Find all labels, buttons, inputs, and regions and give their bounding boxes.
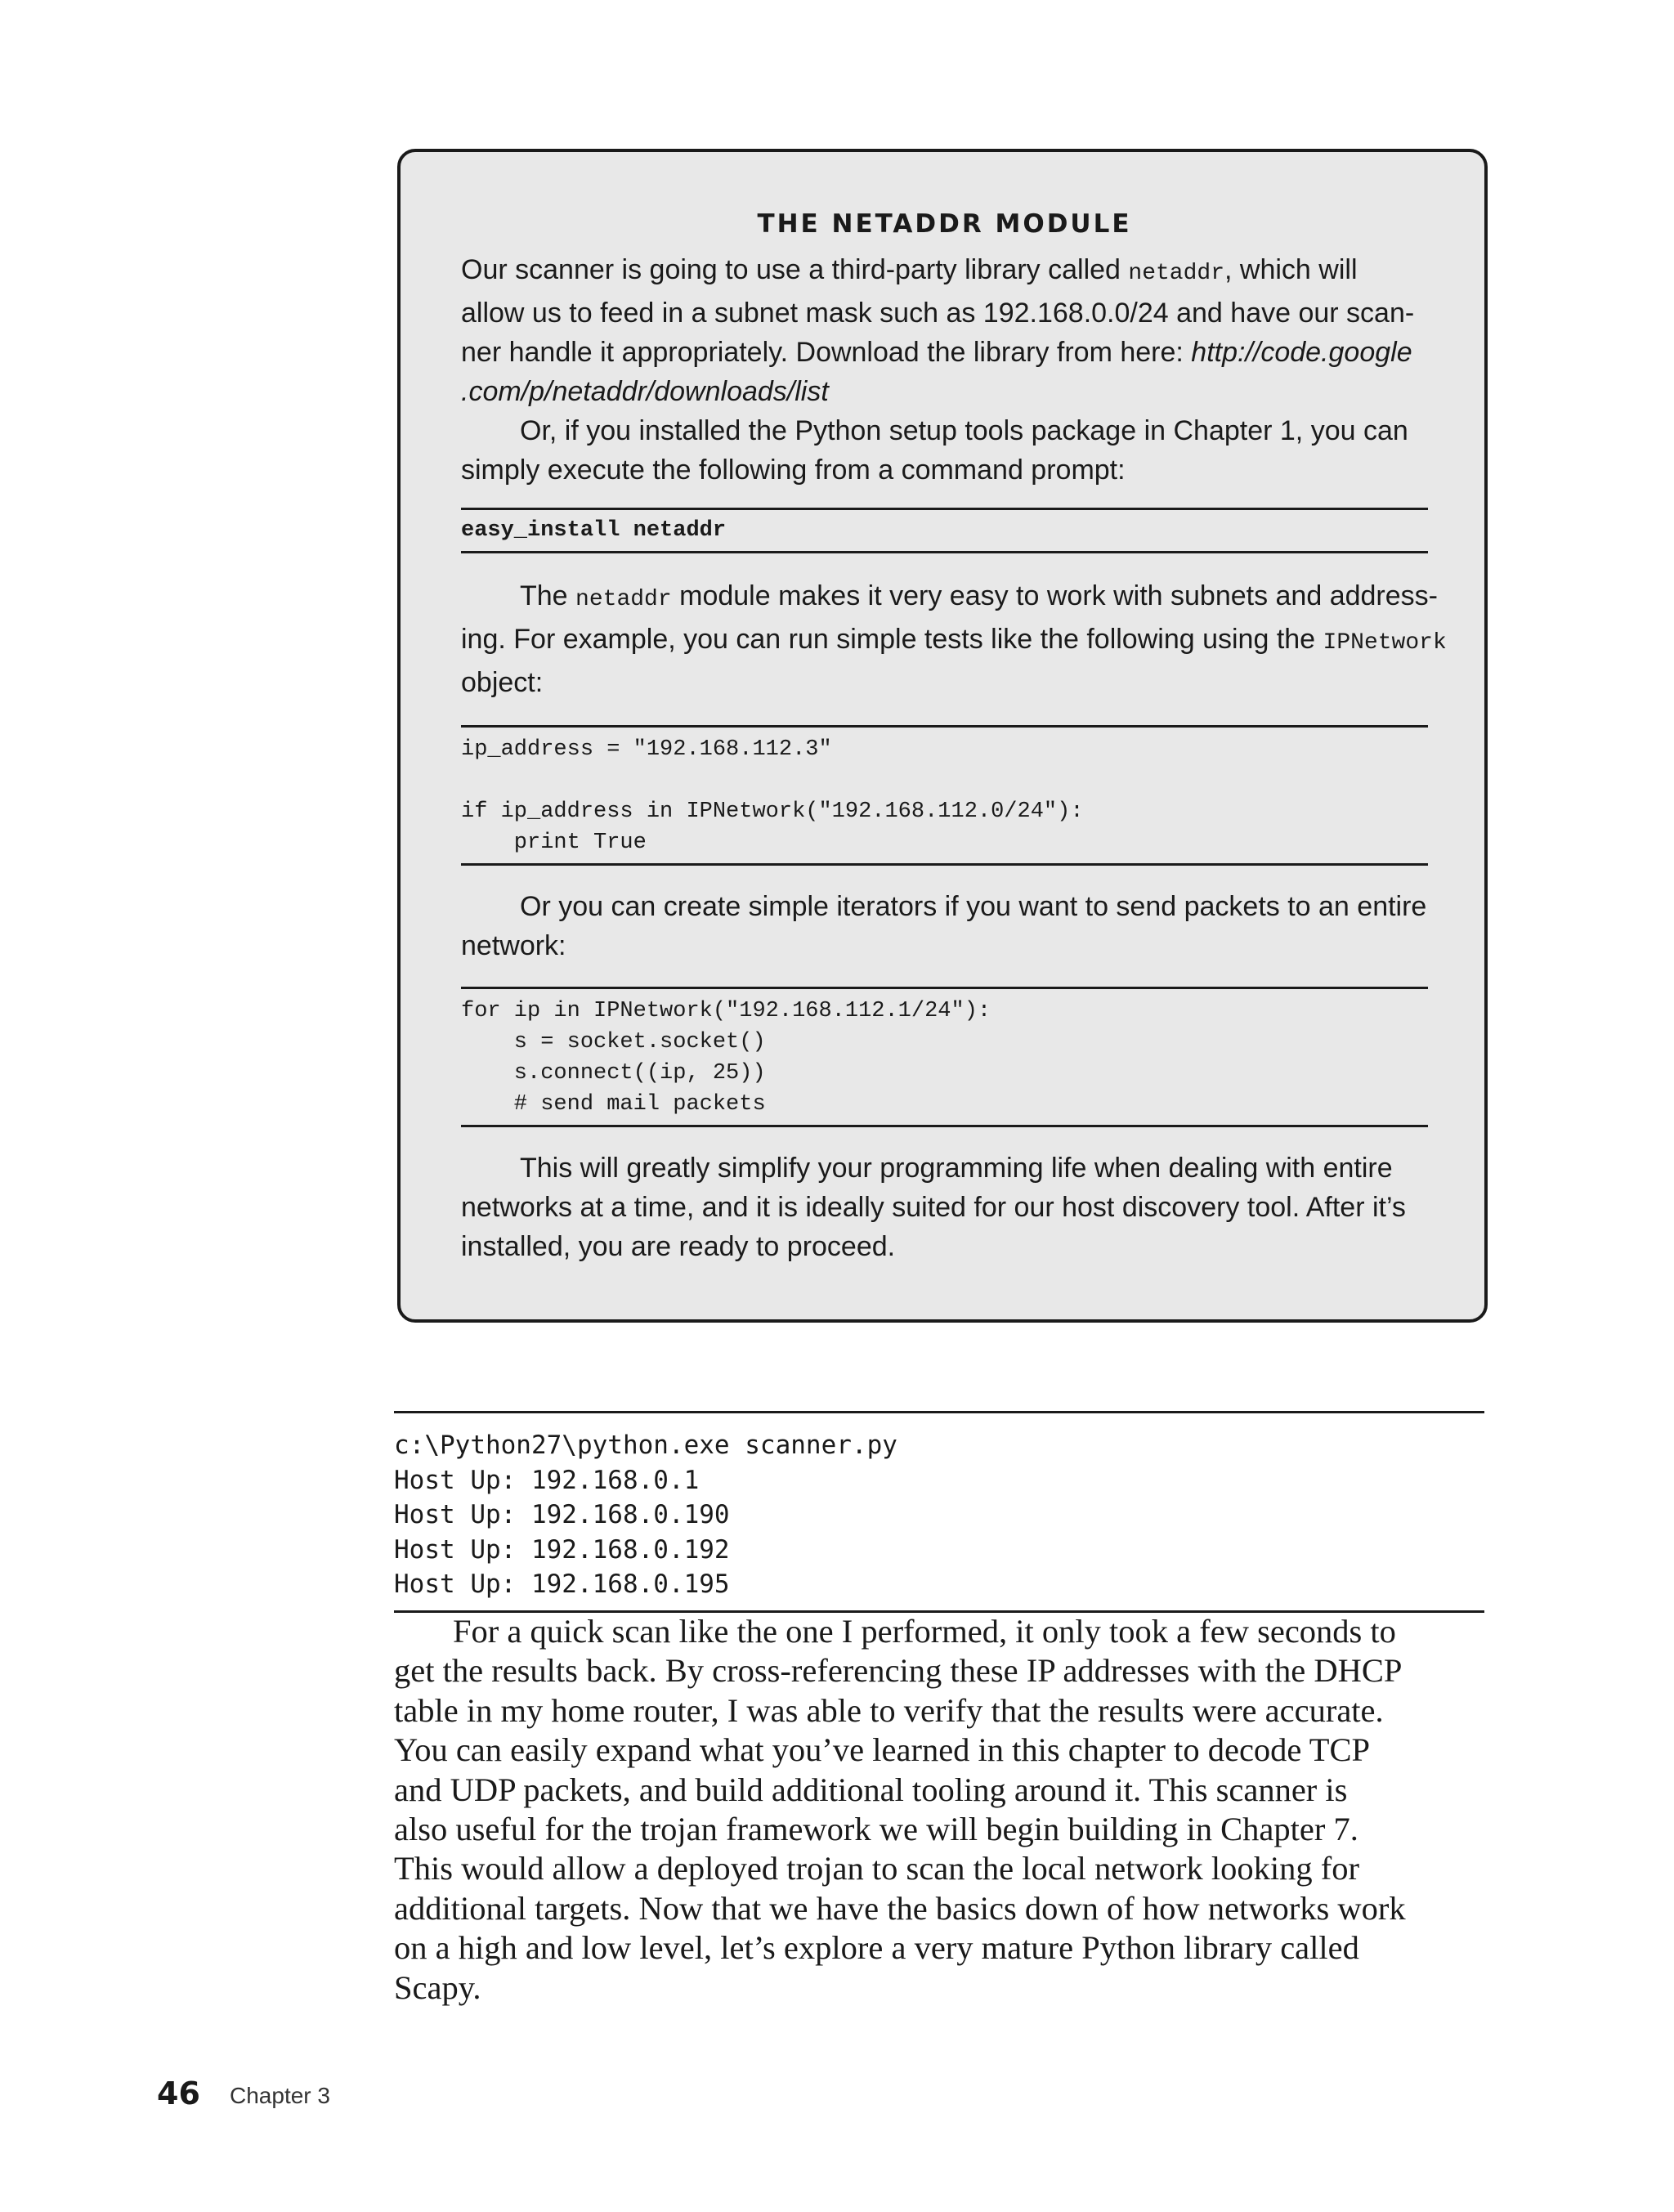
- text-line: also useful for the trojan framework we will begin building in Chapter 7.: [394, 1811, 1358, 1848]
- text-line: The netaddr module makes it very easy to work with subnets and address-: [520, 580, 1438, 612]
- text-line: You can easily expand what you’ve learned in this chapter to decode TCP: [394, 1731, 1371, 1769]
- text-line: installed, you are ready to proceed.: [461, 1231, 896, 1262]
- text-line: Or you can create simple iterators if you want to send packets to an entire: [520, 891, 1427, 922]
- sidebar-paragraph-3: [461, 887, 1428, 965]
- inline-code-netaddr: netaddr: [575, 587, 672, 612]
- text-line: on a high and low level, let’s explore a very mature Python library called: [394, 1929, 1359, 1967]
- text-line: table in my home router, I was able to verify that the results were accurate.: [394, 1691, 1384, 1729]
- chapter-label: Chapter 3: [230, 2083, 330, 2108]
- page-number: 46: [157, 2075, 200, 2111]
- text-line: network:: [461, 930, 566, 961]
- download-link-continued[interactable]: .com/p/netaddr/downloads/list: [461, 376, 829, 407]
- inline-code-netaddr: netaddr: [1128, 261, 1225, 286]
- text-line: ner handle it appropriately. Download the library from here: http://code.google: [461, 337, 1412, 368]
- text-line: ing. For example, you can run simple tests like the following using the IPNetwork: [461, 624, 1447, 656]
- sidebar-paragraph-4: [461, 1149, 1428, 1266]
- text-line: Scapy.: [394, 1968, 481, 2006]
- code-block-iterator: for ip in IPNetwork("192.168.112.1/24"): s = socket.socket() s.connect((ip, 25)) # send mail packets: [461, 987, 1428, 1127]
- text-line: For a quick scan like the one I performed, it only took a few seconds to: [453, 1613, 1396, 1650]
- text-line: [461, 372, 1428, 411]
- sidebar-title: THE NETADDR MODULE: [757, 209, 1132, 239]
- text-line: object:: [461, 667, 544, 698]
- text-line: get the results back. By cross-referencing these IP addresses with the DHCP: [394, 1652, 1403, 1690]
- sidebar-content: [461, 209, 1447, 1266]
- sidebar-paragraph-1: [461, 250, 1428, 490]
- inline-code-ipnetwork: IPNetwork: [1323, 630, 1447, 656]
- text-line: This would allow a deployed trojan to scan the local network looking for: [394, 1850, 1359, 1887]
- sidebar-paragraph-2: [461, 576, 1447, 702]
- text-line: Or, if you installed the Python setup tools package in Chapter 1, you can: [520, 415, 1408, 446]
- text-line: additional targets. Now that we have the basics down of how networks work: [394, 1889, 1406, 1927]
- scanner-output-block: c:\Python27\python.exe scanner.py Host Up: 192.168.0.1 Host Up: 192.168.0.190 Host Up: 192.168.0.192 Host Up: 192.168.0.195: [394, 1411, 1484, 1613]
- body-paragraph: [394, 1612, 1493, 2008]
- text-line: allow us to feed in a subnet mask such as 192.168.0.0/24 and have our scan-: [461, 298, 1415, 329]
- text-line: and UDP packets, and build additional tooling around it. This scanner is: [394, 1771, 1348, 1808]
- code-block-install: easy_install netaddr: [461, 508, 1428, 553]
- text-line: This will greatly simplify your programming life when dealing with entire: [520, 1153, 1393, 1184]
- text-line: Our scanner is going to use a third-party library called netaddr, which will: [461, 254, 1358, 286]
- code-block-ipnetwork-test: ip_address = "192.168.112.3" if ip_address in IPNetwork("192.168.112.0/24"): print True: [461, 725, 1428, 866]
- download-link[interactable]: http://code.google: [1191, 337, 1412, 368]
- netaddr-sidebar: [397, 149, 1488, 1323]
- text-line: simply execute the following from a command prompt:: [461, 454, 1126, 486]
- text-line: networks at a time, and it is ideally suited for our host discovery tool. After it’s: [461, 1192, 1406, 1223]
